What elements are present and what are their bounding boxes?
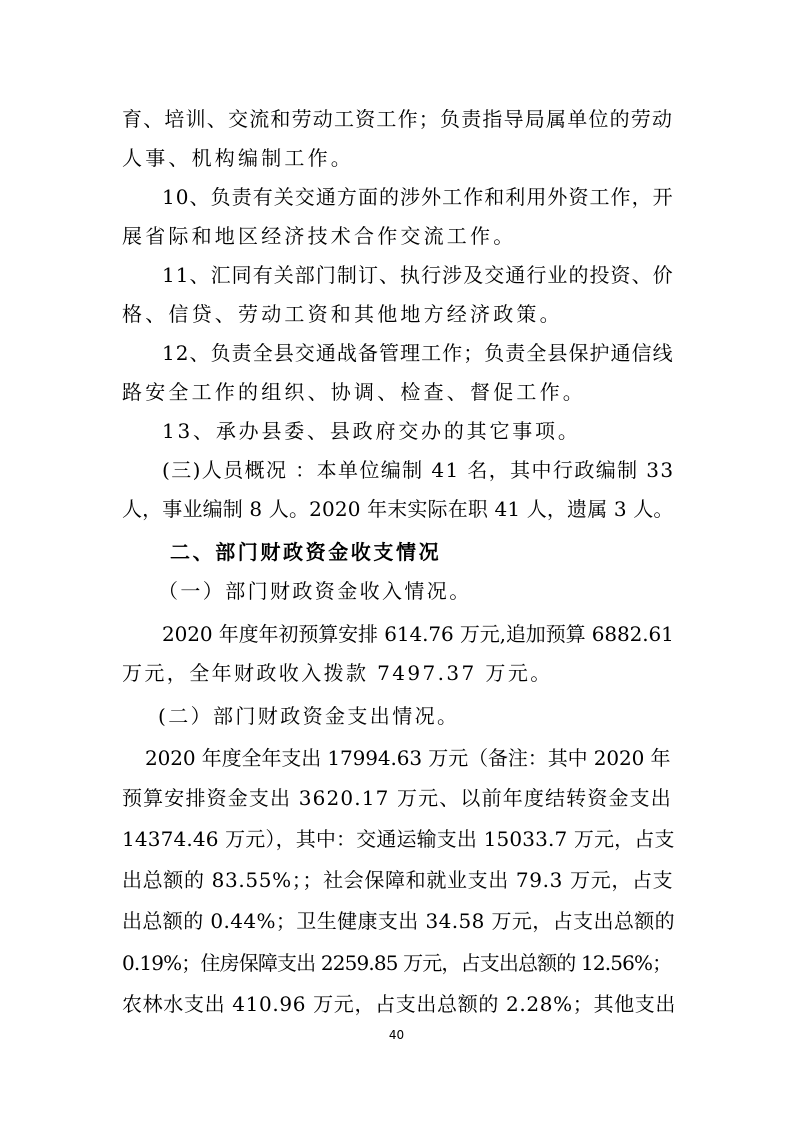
- body-text-line: 人事、机构编制工作。: [122, 146, 354, 170]
- subsection-heading: (二）部门财政资金支出情况。: [158, 704, 460, 728]
- body-text-line: 2020 年度年初预算安排 614.76 万元,追加预算 6882.61: [162, 622, 674, 646]
- body-text-line: 万元，全年财政收入拨款 7497.37 万元。: [122, 661, 553, 685]
- body-text-line: 10、负责有关交通方面的涉外工作和利用外资工作，开: [162, 185, 674, 209]
- body-text-line: 14374.46 万元），其中：交通运输支出 15033.7 万元，占支: [122, 827, 675, 851]
- body-text-line: 格、信贷、劳动工资和其他地方经济政策。: [122, 302, 563, 326]
- body-text-line: 人，事业编制 8 人。2020 年末实际在职 41 人，遗属 3 人。: [122, 497, 674, 521]
- body-text-line: 出总额的 83.55%；；社会保障和就业支出 79.3 万元，占支: [122, 868, 674, 892]
- body-text-line: (三)人员概况 ：本单位编制 41 名，其中行政编制 33: [162, 458, 675, 482]
- subsection-heading: （一）部门财政资金收入情况。: [158, 579, 472, 603]
- body-text-line: 出总额的 0.44%；卫生健康支出 34.58 万元，占支出总额的: [122, 909, 676, 933]
- body-text-line: 农林水支出 410.96 万元，占支出总额的 2.28%；其他支出: [122, 992, 677, 1016]
- body-text-line: 2020 年度全年支出 17994.63 万元（备注：其中 2020 年: [145, 746, 671, 770]
- body-text-line: 13、承办县委、县政府交办的其它事项。: [162, 419, 581, 443]
- page-number: 40: [388, 1028, 405, 1042]
- body-text-line: 12、负责全县交通战备管理工作；负责全县保护通信线: [162, 341, 674, 365]
- body-text-line: 11、汇同有关部门制订、执行涉及交通行业的投资、价: [162, 263, 674, 287]
- body-text-line: 路安全工作的组织、协调、检查、督促工作。: [122, 380, 586, 404]
- body-text-line: 0.19%；住房保障支出 2259.85 万元，占支出总额的 12.56%；: [122, 951, 672, 975]
- body-text-line: 预算安排资金支出 3620.17 万元、以前年度结转资金支出: [122, 786, 672, 810]
- body-text-line: 育、培训、交流和劳动工资工作；负责指导局属单位的劳动: [122, 107, 674, 131]
- section-heading: 二、部门财政资金收支情况: [170, 540, 442, 564]
- body-text-line: 展省际和地区经济技术合作交流工作。: [122, 224, 517, 248]
